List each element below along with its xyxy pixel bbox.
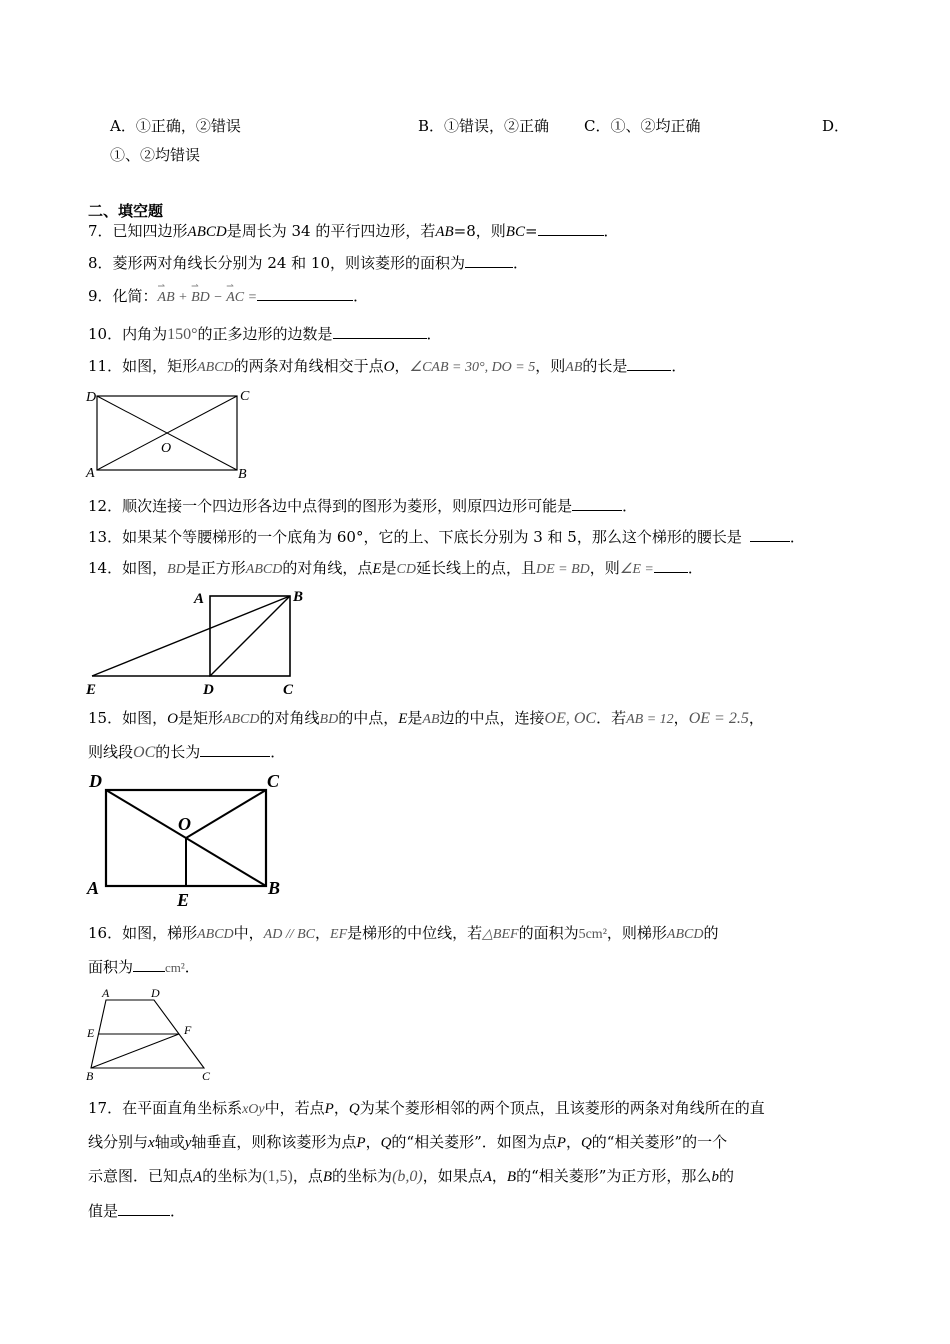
option-d-text: ①、②均错误: [110, 146, 201, 164]
option-a: A．①正确，②错误: [110, 117, 241, 135]
label-b: B: [268, 878, 281, 898]
answer-blank: [118, 1201, 170, 1216]
answer-blank: [750, 527, 790, 542]
answer-blank: [538, 221, 604, 236]
question-16-line-2: 面积为 cm²．: [88, 958, 200, 976]
label-d: D: [86, 390, 97, 405]
question-12: 12．顺次连接一个四边形各边中点得到的图形为菱形，则原四边形可能是 ．: [88, 497, 638, 515]
label-b: B: [238, 467, 247, 482]
label-c: C: [267, 771, 280, 791]
question-8: 8．菱形两对角线长分别为 24 和 10，则该菱形的面积为 ．: [88, 254, 529, 272]
label-o: O: [161, 441, 172, 456]
label-e: E: [86, 682, 97, 698]
answer-blank: [572, 496, 622, 511]
label-d: D: [203, 682, 214, 698]
option-b: B．①错误，②正确: [418, 117, 550, 135]
question-17-line-4: 值是 ．: [88, 1202, 186, 1220]
question-15-line-2: 则线段OC的长为 ．: [88, 743, 286, 761]
answer-blank: [257, 286, 353, 301]
label-a: A: [102, 986, 110, 1000]
segment-be: [92, 596, 290, 676]
question-15: 15．如图，O是矩形ABCD的对角线BD的中点，E是AB边的中点，连接OE, OC．若AB = 12，OE = 2.5，: [88, 709, 764, 727]
label-e: E: [87, 1026, 95, 1040]
label-d: D: [151, 986, 160, 1000]
question-17-line-3: 示意图．已知点A的坐标为(1,5)，点B的坐标为(b,0)，如果点A，B的“相关菱形”为正方形，那么b的: [88, 1167, 734, 1185]
option-c: C．①、②均正确: [584, 117, 701, 135]
question-17-line-2: 线分别与x轴或y轴垂直，则称该菱形为点P，Q的“相关菱形”．如图为点P，Q的“相关菱形”的一个: [88, 1133, 728, 1151]
figure-15-rectangle: [84, 768, 294, 908]
label-c: C: [283, 682, 294, 698]
question-10: 10．内角为150°的正多边形的边数是 ．: [88, 325, 442, 343]
answer-blank: [333, 324, 427, 339]
label-c: C: [240, 389, 250, 404]
label-f: F: [184, 1023, 192, 1037]
question-16: 16．如图，梯形ABCD中，AD // BC，EF是梯形的中位线，若△BEF的面积为5cm²，则梯形ABCD的: [88, 924, 719, 942]
label-b: B: [86, 1069, 94, 1083]
segment-oc: [186, 790, 266, 838]
figure-16-trapezoid: [84, 984, 224, 1084]
answer-blank: [133, 957, 165, 972]
option-d: D．: [822, 117, 850, 135]
label-d: D: [89, 771, 102, 791]
answer-blank: [200, 742, 270, 757]
label-o: O: [178, 814, 191, 834]
question-13: 13．如果某个等腰梯形的一个底角为 60°，它的上、下底长分别为 3 和 5，那么这个梯形的腰长是 ．: [88, 528, 805, 546]
answer-blank: [627, 356, 671, 371]
answer-blank: [654, 558, 688, 573]
label-e: E: [177, 890, 190, 908]
question-17: 17．在平面直角坐标系xOy中，若点P，Q为某个菱形相邻的两个顶点，且该菱形的两条对角线所在的直: [88, 1099, 765, 1117]
segment-bf: [91, 1034, 179, 1068]
label-b: B: [293, 589, 304, 605]
diagonal-bd: [210, 596, 290, 676]
label-c: C: [202, 1069, 211, 1083]
question-7: 7．已知四边形ABCD是周长为 34 的平行四边形，若AB=8，则BC= ．: [88, 222, 619, 240]
question-14: 14．如图，BD是正方形ABCD的对角线，点E是CD延长线上的点，且DE = BD，则∠E = ．: [88, 559, 703, 577]
label-a: A: [86, 466, 95, 481]
question-11: 11．如图，矩形ABCD的两条对角线相交于点O，∠CAB = 30°, DO = 5，则AB的长是 ．: [88, 357, 687, 375]
figure-11-rectangle: [84, 384, 254, 484]
label-a: A: [194, 591, 205, 607]
answer-blank: [465, 253, 513, 268]
figure-14-square: [82, 586, 312, 698]
section-title: 二、填空题: [88, 202, 164, 220]
question-9: 9．化简：⇀ AB + ⇀ BD − ⇀ AC = ．: [88, 286, 368, 308]
label-a: A: [87, 878, 100, 898]
